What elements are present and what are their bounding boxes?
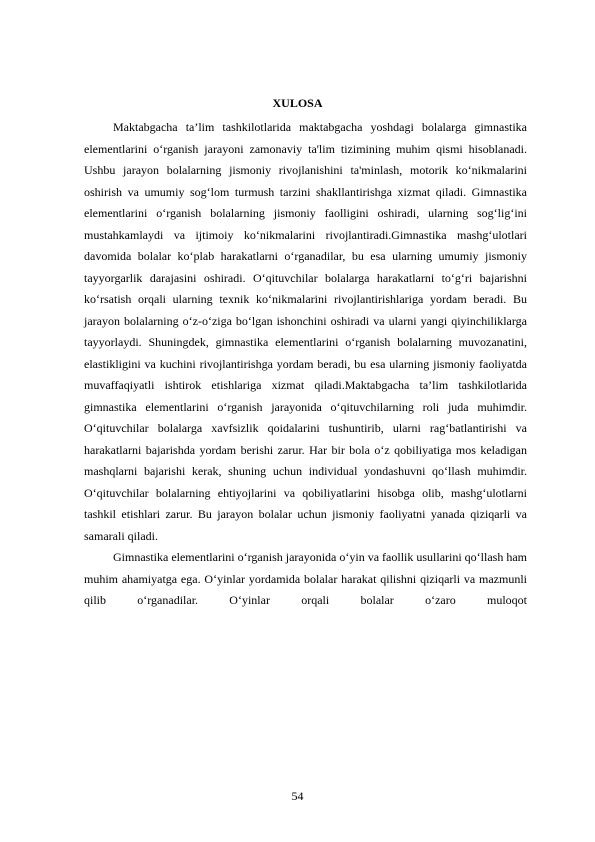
section-heading: XULOSA (272, 96, 323, 110)
page-number: 54 (291, 789, 304, 803)
paragraph-conclusion-1: Maktabgacha ta’lim tashkilotlarida maktabgacha yoshdagi bolalarga gimnastika elementlarini o‘rganish jarayoni zamonaviy ta'lim tizimining muhim qismi hisoblanadi. Ushbu jarayon bolalarning jismoniy rivojlanishini ta'minlash, motorik ko‘nikmalarini oshirish va umumiy sog‘lom turmush tarzini shakllantirishga xizmat qiladi. Gimnastika elementlarini o‘rganish bolalarning jismoniy faolligini oshiradi, ularning sog‘lig‘ini mustahkamlaydi va ijtimoiy ko‘nikmalarini rivojlantiradi.Gimnastika mashg‘ulotlari davomida bolalar ko‘plab harakatlarni o‘rganadilar, bu esa ularning umumiy jismoniy tayyorgarlik darajasini oshiradi. O‘qituvchilar bolalarga harakatlarni to‘g‘ri bajarishni ko‘rsatish orqali ularning texnik ko‘nikmalarini rivojlantirishlariga yordam beradi. Bu jarayon bolalarning o‘z-o‘ziga bo‘lgan ishonchini oshiradi va ularni yangi qiyinchiliklarga tayyorlaydi. Shuningdek, gimnastika elementlarini o‘rganish bolalarning muvozanatini, elastikligini va kuchini rivojlantirishga yordam beradi, bu esa ularning jismoniy faoliyatda muvaffaqiyatli ishtirok etishlariga xizmat qiladi.Maktabgacha ta’lim tashkilotlarida gimnastika elementlarini o‘rganish jarayonida o‘qituvchilarning roli juda muhimdir. O‘qituvchilar bolalarga xavfsizlik qoidalarini tushuntirib, ularni rag‘batlantirishi va harakatlarni bajarishda yordam berishi zarur. Har bir bola o‘z qobiliyatiga mos keladigan mashqlarni bajarishi kerak, shuning uchun individual yondashuvni qo‘llash muhimdir. O‘qituvchilar bolalarning ehtiyojlarini va qobiliyatlarini hisobga olib, mashg‘ulotlarni tashkil etishlari zarur. Bu jarayon bolalar uchun jismoniy faoliyatni yanada qiziqarli va samarali qiladi. (84, 120, 527, 543)
body-text (84, 117, 527, 612)
paragraph-conclusion-2: Gimnastika elementlarini o‘rganish jarayonida o‘yin va faollik usullarini qo‘llash ham muhim ahamiyatga ega. O‘yinlar yordamida bolalar harakat qilishni qiziqarli va mazmunli qilib o‘rganadilar. O‘yinlar orqali bolalar o‘zaro muloqot (84, 550, 528, 607)
